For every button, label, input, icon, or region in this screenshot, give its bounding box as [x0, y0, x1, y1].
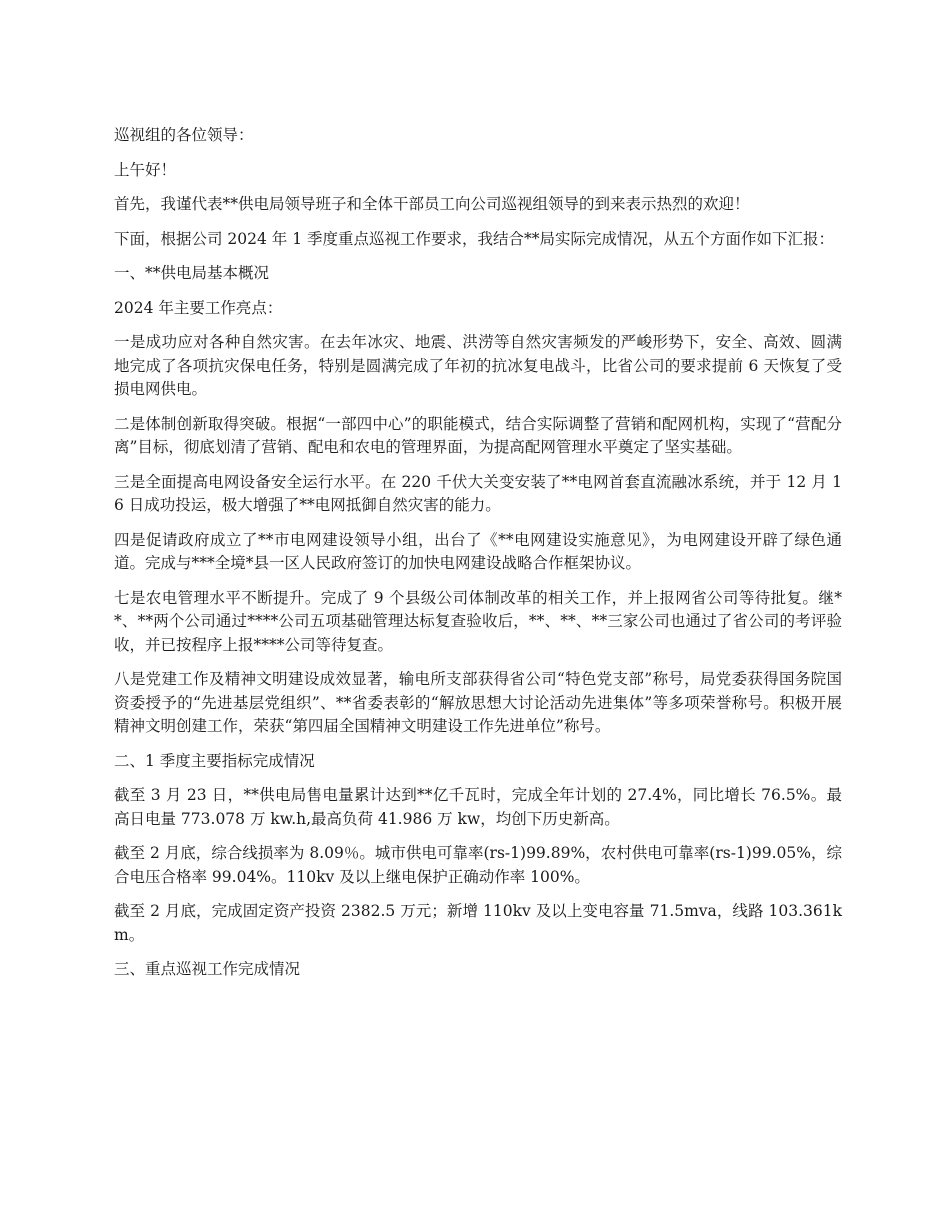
section-heading-2: 二、1 季度主要指标完成情况	[114, 751, 315, 770]
document-body	[114, 124, 842, 993]
highlight-paragraph: 一是成功应对各种自然灾害。在去年冰灾、地震、洪涝等自然灾害频发的严峻形势下，安全、高效、圆满地完成了各项抗灾保电任务，特别是圆满完成了年初的抗冰复电战斗，比省公司的要求提前 6 天恢复了受损电网供电。	[114, 333, 842, 398]
indicator-paragraph: 截至 2 月底，综合线损率为 8.09％。城市供电可靠率(rs-1)99.89%，农村供电可靠率(rs-1)99.05%，综合电压合格率 99.04%。110kv 及以上继电保护正确动作率 100%。	[114, 844, 842, 886]
opening-paragraph: 首先，我谨代表**供电局领导班子和全体干部员工向公司巡视组领导的到来表示热烈的欢迎！	[114, 195, 750, 213]
indicator-paragraph: 截至 3 月 23 日，**供电局售电量累计达到**亿千瓦时，完成全年计划的 27.4%，同比增长 76.5%。最高日电量 773.078 万 kw.h,最高负荷 41.986 万 kw，均创下历史新高。	[114, 786, 842, 828]
highlight-paragraph: 七是农电管理水平不断提升。完成了 9 个县级公司体制改革的相关工作，并上报网省公司等待批复。继**、**两个公司通过****公司五项基础管理达标复查验收后，**、**、**三家公司也通过了省公司的考评验收，并已按程序上报****公司等待复查。	[114, 588, 842, 654]
greeting: 上午好！	[114, 160, 177, 179]
indicator-paragraph: 截至 2 月底，完成固定资产投资 2382.5 万元；新增 110kv 及以上变电容量 71.5mva，线路 103.361km。	[114, 902, 842, 944]
subheading-highlights: 2024 年主要工作亮点：	[114, 298, 283, 317]
highlight-paragraph: 二是体制创新取得突破。根据“一部四中心”的职能模式，结合实际调整了营销和配网机构，实现了“营配分离”目标，彻底划清了营销、配电和农电的管理界面，为提高配网管理水平奠定了坚实基础。	[114, 414, 842, 456]
highlight-paragraph: 四是促请政府成立了**市电网建设领导小组，出台了《**电网建设实施意见》，为电网建设开辟了绿色通道。完成与***全境*县一区人民政府签订的加快电网建设战略合作框架协议。	[114, 530, 842, 572]
highlight-paragraph: 八是党建工作及精神文明建设成效显著，输电所支部获得省公司“特色党支部”称号，局党委获得国务院国资委授予的“先进基层党组织”、**省委表彰的“解放思想大讨论活动先进集体”等多项荣誉称号。积极开展精神文明创建工作，荣获“第四届全国精神文明建设工作先进单位”称号。	[114, 670, 842, 735]
intro-paragraph: 下面，根据公司 2024 年 1 季度重点巡视工作要求，我结合**局实际完成情况，从五个方面作如下汇报：	[114, 229, 835, 248]
section-heading-1: 一、**供电局基本概况	[114, 264, 270, 282]
section-heading-3: 三、重点巡视工作完成情况	[114, 960, 301, 978]
highlight-paragraph: 三是全面提高电网设备安全运行水平。在 220 千伏大关变安装了**电网首套直流融冰系统，并于 12 月 16 日成功投运，极大增强了**电网抵御自然灾害的能力。	[114, 472, 842, 514]
salutation: 巡视组的各位领导：	[114, 126, 254, 144]
